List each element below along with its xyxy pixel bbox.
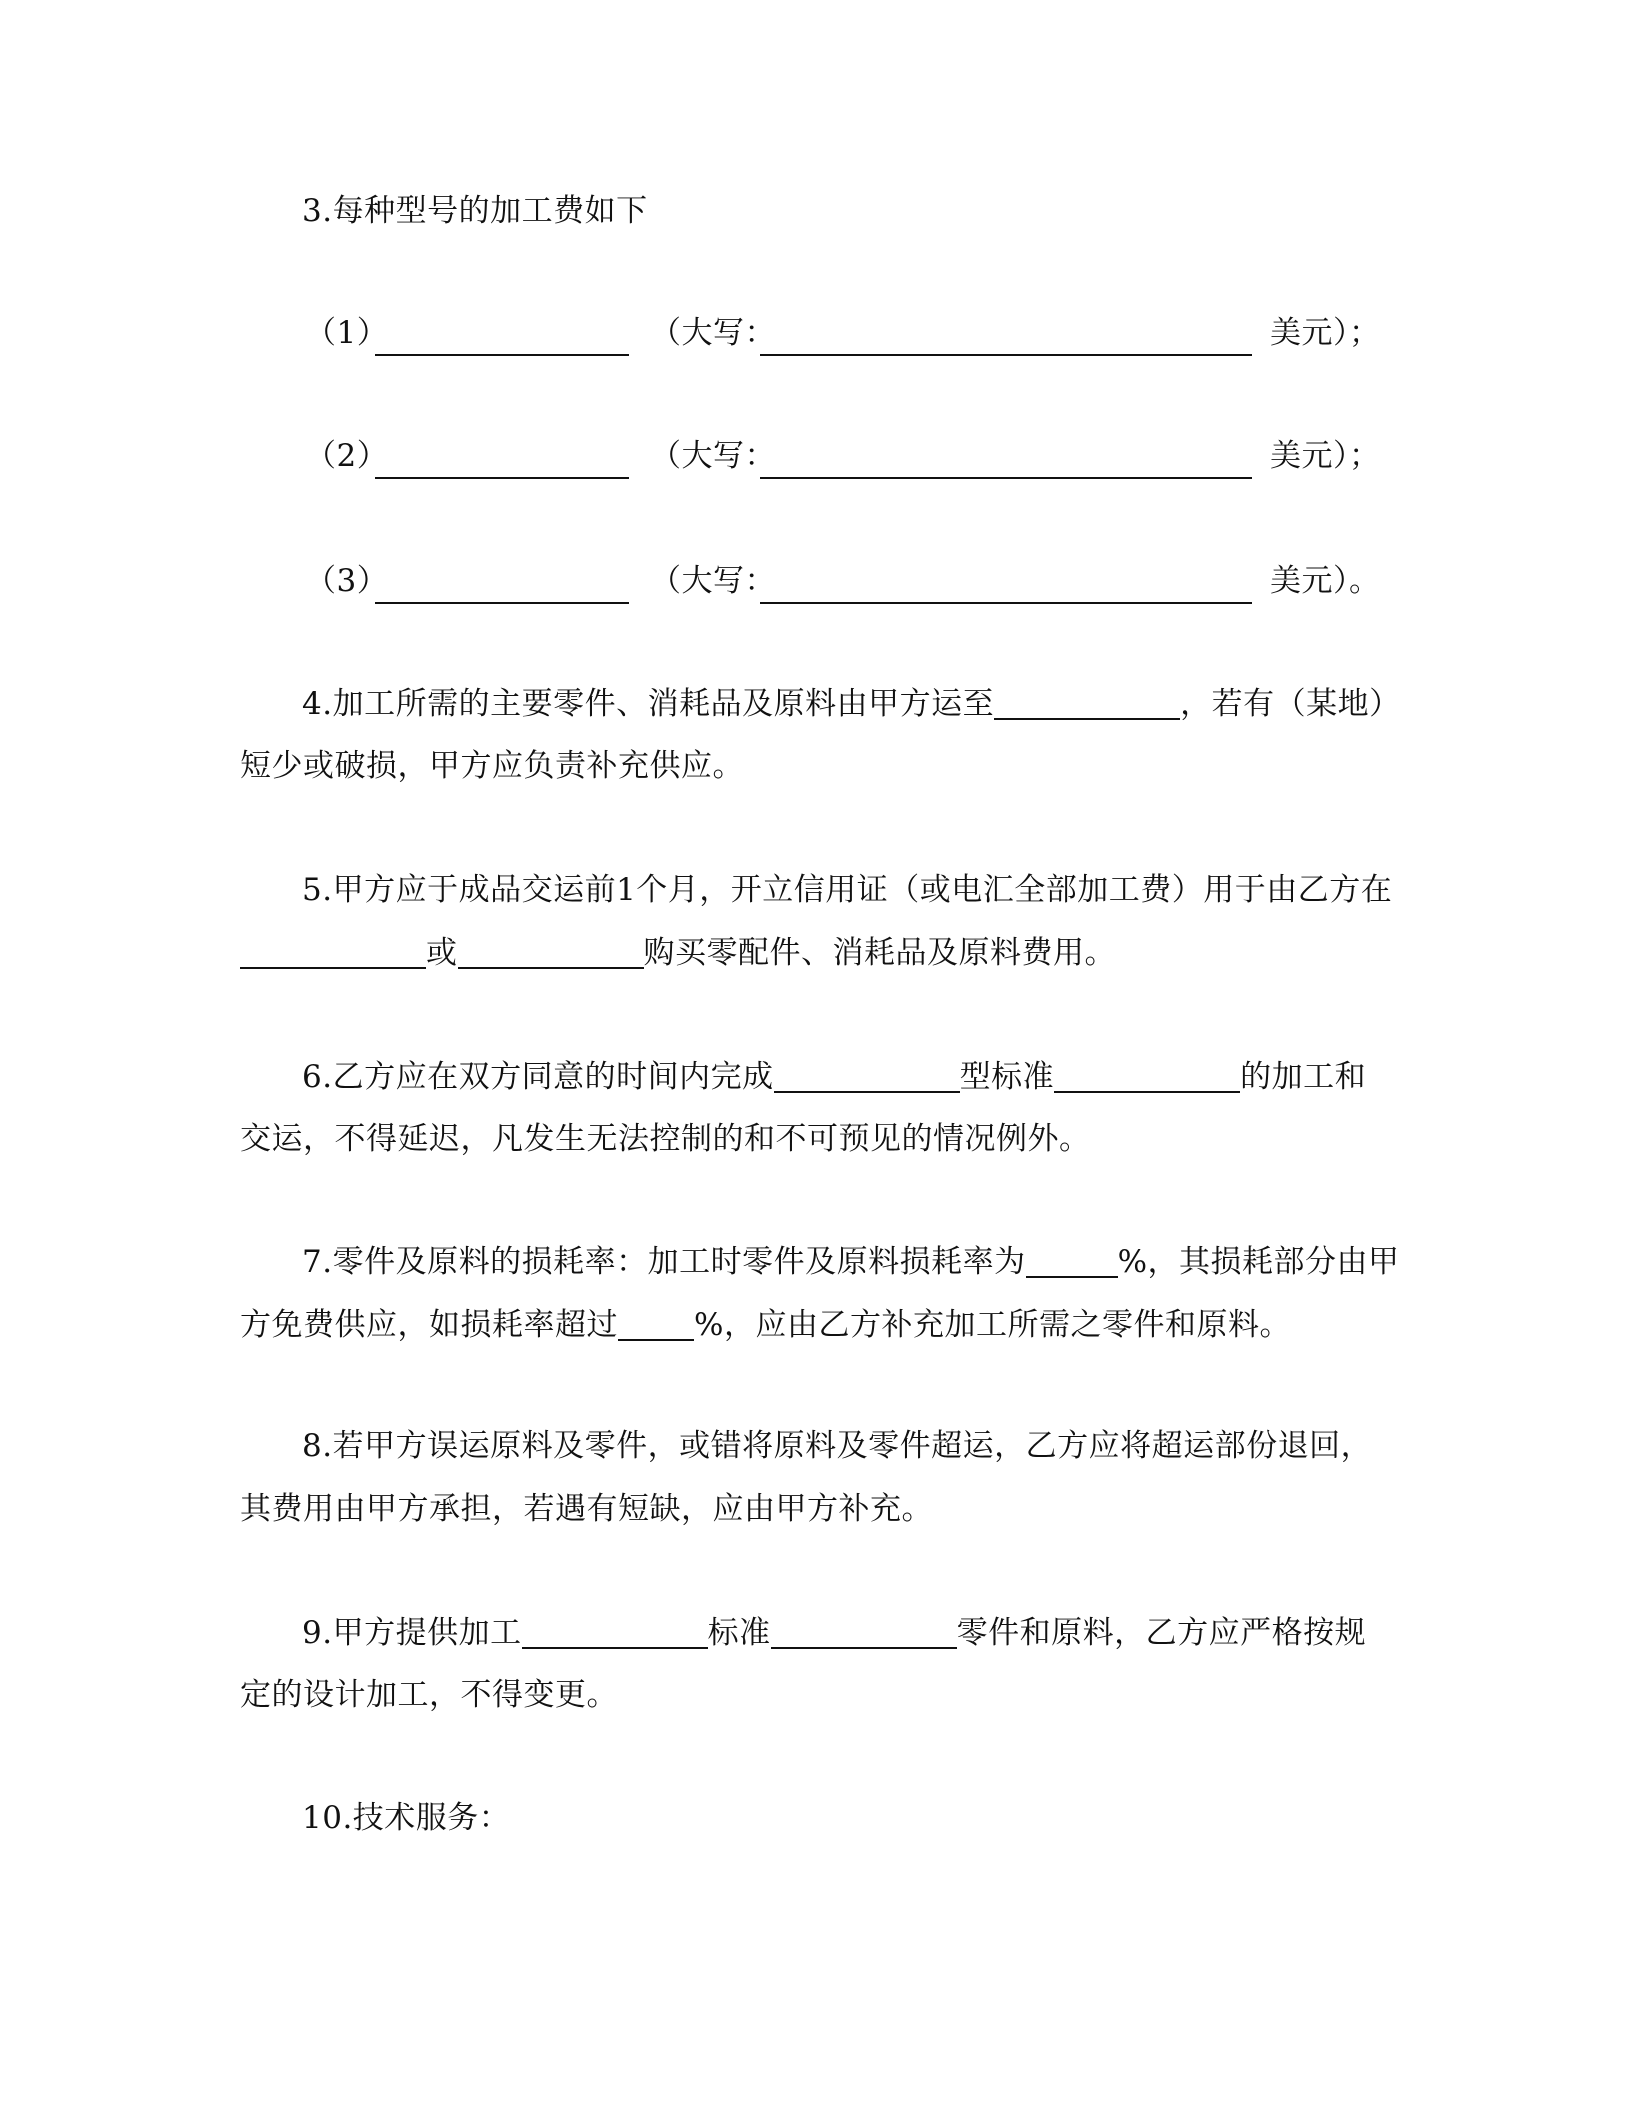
item5-or: 或 bbox=[426, 935, 458, 971]
fee-row-number: （1） bbox=[305, 315, 389, 351]
fee-amount-blank[interactable] bbox=[375, 447, 629, 479]
item5-line-1: 5.甲方应于成品交运前1个月，开立信用证（或电汇全部加工费）用于由乙方在 bbox=[302, 872, 1393, 908]
fee-currency-suffix: 美元）。 bbox=[1270, 563, 1381, 599]
item4-text-a: 4.加工所需的主要零件、消耗品及原料由甲方运至 bbox=[302, 686, 995, 722]
fee-currency-suffix: 美元）； bbox=[1270, 438, 1381, 474]
item8-line-1: 8.若甲方误运原料及零件，或错将原料及零件超运，乙方应将超运部份退回， bbox=[302, 1428, 1373, 1464]
item6-text-b: 型标准 bbox=[959, 1059, 1055, 1095]
item9-text-a: 9.甲方提供加工 bbox=[302, 1615, 522, 1651]
fee-row-number: （2） bbox=[305, 438, 389, 474]
item9-line-1 bbox=[302, 1617, 1366, 1649]
item5-place-blank-2[interactable] bbox=[458, 937, 644, 969]
item8-line-2: 其费用由甲方承担，若遇有短缺，应由甲方补充。 bbox=[240, 1491, 933, 1527]
item6-standard-blank[interactable] bbox=[1054, 1061, 1240, 1093]
item7-text-a: 7.零件及原料的损耗率：加工时零件及原料损耗率为 bbox=[302, 1244, 1026, 1280]
item5-place-blank-1[interactable] bbox=[240, 937, 426, 969]
fee-row-1 bbox=[305, 315, 1395, 358]
fee-row-3 bbox=[305, 563, 1395, 606]
item4-line-1 bbox=[302, 688, 1401, 720]
fee-amount-blank[interactable] bbox=[375, 572, 629, 604]
item7-text-c: 方免费供应，如损耗率超过 bbox=[240, 1307, 618, 1343]
item7-line-2 bbox=[240, 1309, 1291, 1341]
fee-daxie-label: （大写： bbox=[650, 438, 776, 474]
item3-heading: 3.每种型号的加工费如下 bbox=[302, 193, 648, 229]
item6-text-c: 的加工和 bbox=[1240, 1059, 1367, 1095]
item6-model-blank[interactable] bbox=[774, 1061, 960, 1093]
item6-text-a: 6.乙方应在双方同意的时间内完成 bbox=[302, 1059, 774, 1095]
item7-loss-rate-blank[interactable] bbox=[1026, 1246, 1118, 1278]
fee-row-number: （3） bbox=[305, 563, 389, 599]
fee-daxie-blank[interactable] bbox=[760, 447, 1252, 479]
fee-amount-blank[interactable] bbox=[375, 324, 629, 356]
item9-text-b: 标准 bbox=[707, 1615, 771, 1651]
item9-text-c: 零件和原料，乙方应严格按规 bbox=[956, 1615, 1367, 1651]
item4-text-b: ，若有（某地） bbox=[1180, 686, 1401, 722]
item5-text-b: 购买零配件、消耗品及原料费用。 bbox=[643, 935, 1116, 971]
item4-destination-blank[interactable] bbox=[994, 688, 1180, 720]
item6-line-2: 交运，不得延迟，凡发生无法控制的和不可预见的情况例外。 bbox=[240, 1121, 1091, 1157]
item7-max-rate-blank[interactable] bbox=[618, 1309, 694, 1341]
fee-daxie-label: （大写： bbox=[650, 315, 776, 351]
item9-process-blank[interactable] bbox=[522, 1617, 708, 1649]
item7-text-b: %，其损耗部分由甲 bbox=[1117, 1244, 1400, 1280]
item7-text-d: %，应由乙方补充加工所需之零件和原料。 bbox=[694, 1307, 1291, 1343]
item9-line-2: 定的设计加工，不得变更。 bbox=[240, 1677, 618, 1713]
item7-line-1 bbox=[302, 1246, 1400, 1278]
item10-heading: 10.技术服务： bbox=[302, 1800, 511, 1836]
item9-standard-blank[interactable] bbox=[771, 1617, 957, 1649]
item5-line-2 bbox=[240, 937, 1116, 969]
item4-line-2: 短少或破损，甲方应负责补充供应。 bbox=[240, 748, 744, 784]
fee-daxie-blank[interactable] bbox=[760, 324, 1252, 356]
fee-daxie-label: （大写： bbox=[650, 563, 776, 599]
item6-line-1 bbox=[302, 1061, 1366, 1093]
fee-currency-suffix: 美元）； bbox=[1270, 315, 1381, 351]
fee-daxie-blank[interactable] bbox=[760, 572, 1252, 604]
fee-row-2 bbox=[305, 438, 1395, 481]
